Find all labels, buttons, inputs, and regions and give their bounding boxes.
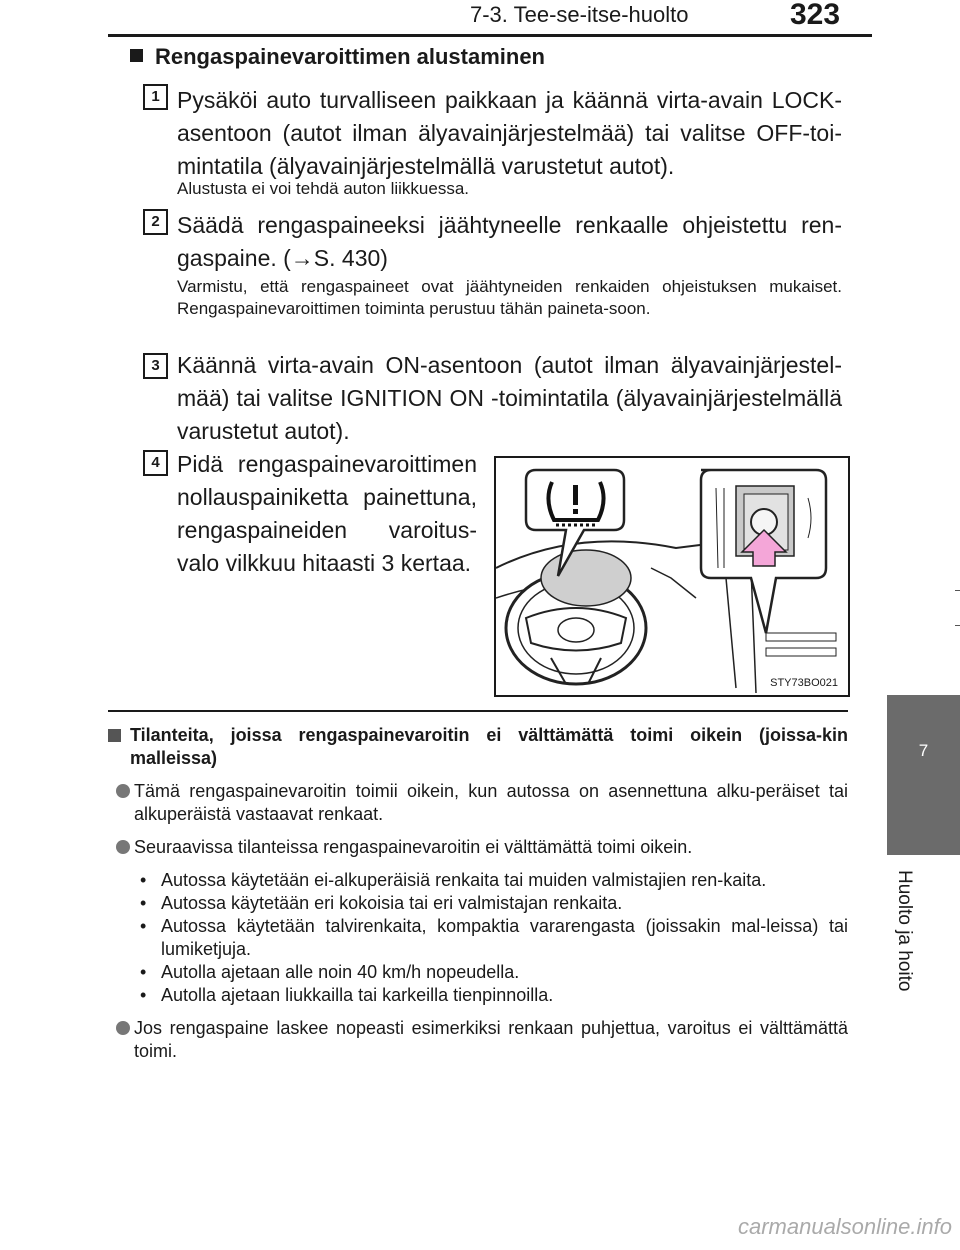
dashboard-steering-illustration [496, 458, 848, 695]
section-title-text: Rengaspainevaroittimen alustaminen [155, 44, 545, 69]
step-3-text: Käännä virta-avain ON-asentoon (autot ilman älyavainjärjestel-mää) tai valitse IGNITION ON -toimintatila (älyavainjärjestelmällä varustetut autot). [177, 352, 842, 444]
section-marker-icon [130, 49, 143, 62]
header-section-title: 7-3. Tee-se-itse-huolto [470, 2, 689, 27]
list-item: • Autolla ajetaan liukkailla tai karkeilla tienpinnoilla. [138, 984, 848, 1007]
step-1-text: Pysäköi auto turvalliseen paikkaan ja käännä virta-avain LOCK-asentoon (autot ilman älyavainjärjestelmää) tai valitse OFF-toi-mintatila (älyavainjärjestelmällä varustetut autot). [177, 87, 842, 179]
step-number-4: 4 [143, 450, 168, 476]
list-item: • Autossa käytetään talvirenkaita, kompaktia vararengasta (joissakin mal-leissa) tai lumiketjuja. [138, 915, 848, 961]
list-item: • Autossa käytetään ei-alkuperäisiä renkaita tai muiden valmistajien ren-kaita. [138, 869, 848, 892]
note-bullet-3-text: Jos rengaspaine laskee nopeasti esimerkiksi renkaan puhjettua, varoitus ei välttämättä toimi. [134, 1018, 848, 1061]
bullet-dot-icon [116, 1021, 130, 1035]
step-number-2: 2 [143, 209, 168, 235]
step-1-note: Alustusta ei voi tehdä auton liikkuessa. [177, 179, 470, 198]
header-rule [108, 34, 872, 37]
chapter-tab[interactable] [887, 695, 960, 855]
step-2-note: Varmistu, että rengaspaineet ovat jäähtyneiden renkaiden ohjeistuksen mukaiset. Rengaspainevaroittimen toiminta perustuu tähän paineta-soon. [177, 277, 842, 318]
note-bullet-1-text: Tämä rengaspainevaroitin toimii oikein, kun autossa on asennettuna alku-peräiset tai alkuperäistä vastaavat renkaat. [134, 781, 848, 824]
note-bullet-1 [108, 780, 848, 826]
margin-tick [955, 625, 960, 626]
note-bullet-2 [108, 836, 848, 859]
margin-tick [955, 590, 960, 591]
step-4-text: Pidä rengaspainevaroittimen nollauspainiketta painettuna, rengaspaineiden varoitus-valo vilkkuu hitaasti 3 kertaa. [177, 451, 477, 576]
condition-list [108, 869, 848, 1007]
note-bullet-2-text: Seuraavissa tilanteissa rengaspainevaroitin ei välttämättä toimi oikein. [134, 837, 693, 857]
note-bullet-3 [108, 1017, 848, 1063]
chapter-label: Huolto ja hoito [894, 870, 915, 992]
figure-caption: STY73BO021 [770, 677, 838, 689]
notes-divider [108, 710, 848, 712]
step-number-1: 1 [143, 84, 168, 110]
list-item: • Autossa käytetään eri kokoisia tai eri valmistajan renkaita. [138, 892, 848, 915]
chapter-number: 7 [918, 741, 929, 760]
bullet-dot-icon [116, 840, 130, 854]
step-2-text: Säädä rengaspaineeksi jäähtyneelle renkaalle ohjeistettu ren-gaspaine. (→S. 430) [177, 212, 842, 271]
notes-section [108, 724, 848, 1063]
list-item: • Autolla ajetaan alle noin 40 km/h nopeudella. [138, 961, 848, 984]
page-number: 323 [790, 0, 841, 31]
watermark: carmanualsonline.info [737, 1214, 952, 1239]
step-number-3: 3 [143, 353, 168, 379]
section-title [130, 44, 545, 70]
reset-button-illustration [494, 456, 850, 697]
bullet-dot-icon [116, 784, 130, 798]
notes-heading: Tilanteita, joissa rengaspainevaroitin ei välttämättä toimi oikein (joissa-kin malleissa) [108, 724, 848, 770]
